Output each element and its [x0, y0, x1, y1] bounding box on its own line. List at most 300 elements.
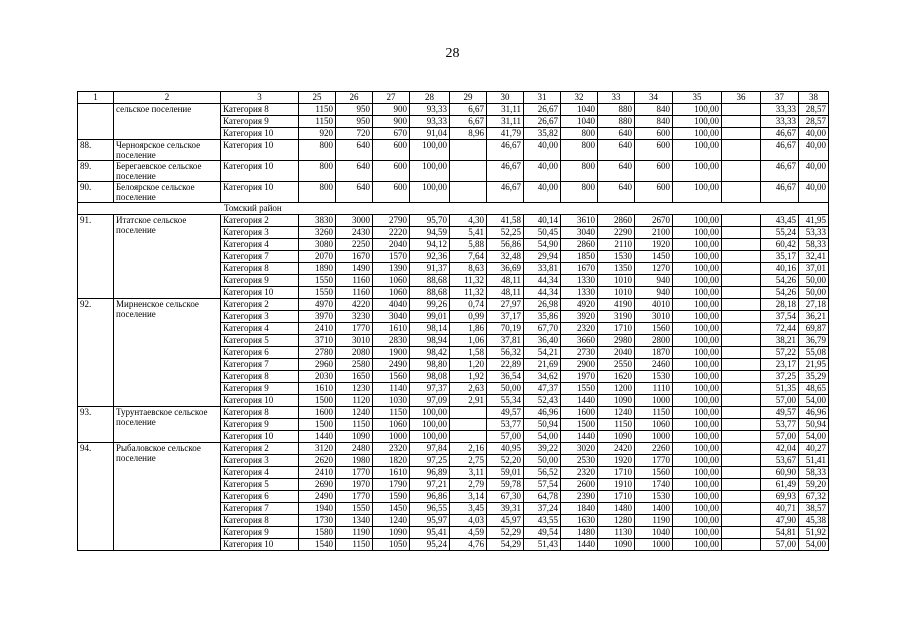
value-cell: 40,27 [799, 443, 829, 455]
value-cell: 100,00 [673, 323, 722, 335]
value-cell: 35,17 [761, 251, 799, 263]
value-cell: 1500 [299, 419, 336, 431]
value-cell: 46,67 [761, 182, 799, 203]
value-cell: 1710 [598, 491, 635, 503]
value-cell: 1870 [635, 347, 673, 359]
value-cell: 44,34 [524, 275, 561, 287]
value-cell: 28,18 [761, 299, 799, 311]
value-cell: 1040 [561, 116, 598, 128]
value-cell: 54,00 [799, 395, 829, 407]
category-cell: Категория 9 [221, 275, 299, 287]
value-cell: 100,00 [673, 479, 722, 491]
settlement-number [78, 104, 114, 140]
value-cell: 640 [336, 161, 373, 182]
column-number-cell: 35 [673, 92, 722, 104]
value-cell: 1530 [635, 491, 673, 503]
value-cell: 1670 [561, 263, 598, 275]
value-cell: 1240 [336, 407, 373, 419]
value-cell: 29,94 [524, 251, 561, 263]
value-cell: 640 [598, 182, 635, 203]
value-cell: 1590 [373, 491, 410, 503]
value-cell: 45,38 [799, 515, 829, 527]
value-cell: 2980 [598, 335, 635, 347]
value-cell: 50,00 [524, 455, 561, 467]
value-cell: 91,04 [410, 128, 450, 140]
value-cell: 1560 [635, 467, 673, 479]
value-cell: 800 [561, 128, 598, 140]
value-cell: 67,30 [487, 491, 524, 503]
value-cell: 1740 [635, 479, 673, 491]
value-cell: 37,81 [487, 335, 524, 347]
value-cell: 1240 [373, 515, 410, 527]
value-cell: 3000 [336, 215, 373, 227]
value-cell [722, 371, 761, 383]
value-cell: 1140 [373, 383, 410, 395]
value-cell: 1970 [561, 371, 598, 383]
value-cell [722, 359, 761, 371]
value-cell [722, 395, 761, 407]
value-cell: 100,00 [673, 275, 722, 287]
value-cell: 1620 [598, 371, 635, 383]
value-cell: 1050 [373, 539, 410, 551]
value-cell: 100,00 [673, 419, 722, 431]
value-cell: 4,03 [450, 515, 487, 527]
table-row [78, 161, 829, 182]
value-cell: 42,04 [761, 443, 799, 455]
value-cell: 2390 [561, 491, 598, 503]
value-cell: 98,08 [410, 371, 450, 383]
value-cell: 1010 [598, 275, 635, 287]
value-cell: 54,21 [524, 347, 561, 359]
value-cell: 1710 [598, 323, 635, 335]
value-cell: 1,06 [450, 335, 487, 347]
value-cell [722, 251, 761, 263]
value-cell: 50,00 [799, 275, 829, 287]
value-cell: 1090 [373, 527, 410, 539]
category-cell: Категория 2 [221, 299, 299, 311]
value-cell: 100,00 [673, 335, 722, 347]
value-cell: 94,12 [410, 239, 450, 251]
settlement-number: 92. [78, 299, 114, 407]
value-cell: 2410 [299, 323, 336, 335]
value-cell [722, 182, 761, 203]
value-cell: 940 [635, 287, 673, 299]
value-cell [722, 539, 761, 551]
category-cell: Категория 8 [221, 515, 299, 527]
value-cell: 96,55 [410, 503, 450, 515]
value-cell: 1450 [373, 503, 410, 515]
category-cell: Категория 9 [221, 383, 299, 395]
value-cell: 4010 [635, 299, 673, 311]
value-cell [722, 455, 761, 467]
value-cell: 1910 [598, 479, 635, 491]
value-cell [722, 383, 761, 395]
value-cell: 1770 [635, 455, 673, 467]
value-cell: 3,14 [450, 491, 487, 503]
value-cell: 72,44 [761, 323, 799, 335]
category-cell: Категория 10 [221, 395, 299, 407]
value-cell: 46,67 [487, 161, 524, 182]
value-cell: 2490 [373, 359, 410, 371]
category-cell: Категория 9 [221, 116, 299, 128]
value-cell: 32,41 [799, 251, 829, 263]
category-cell: Категория 8 [221, 407, 299, 419]
value-cell: 1550 [561, 383, 598, 395]
category-cell: Категория 10 [221, 128, 299, 140]
value-cell: 54,00 [799, 539, 829, 551]
value-cell: 95,70 [410, 215, 450, 227]
column-number-cell: 36 [722, 92, 761, 104]
category-cell: Категория 2 [221, 215, 299, 227]
region-row [78, 203, 829, 215]
value-cell: 1400 [635, 503, 673, 515]
value-cell: 38,21 [761, 335, 799, 347]
value-cell: 2690 [299, 479, 336, 491]
value-cell [722, 104, 761, 116]
value-cell: 600 [635, 161, 673, 182]
value-cell [722, 527, 761, 539]
value-cell: 67,70 [524, 323, 561, 335]
value-cell: 54,81 [761, 527, 799, 539]
value-cell: 92,36 [410, 251, 450, 263]
value-cell: 36,79 [799, 335, 829, 347]
category-cell: Категория 2 [221, 443, 299, 455]
value-cell: 1150 [299, 104, 336, 116]
value-cell [722, 215, 761, 227]
value-cell: 21,95 [799, 359, 829, 371]
column-number-cell: 2 [114, 92, 221, 104]
value-cell: 2430 [336, 227, 373, 239]
value-cell: 2830 [373, 335, 410, 347]
value-cell: 45,97 [487, 515, 524, 527]
value-cell: 100,00 [673, 395, 722, 407]
table-row [78, 215, 829, 227]
value-cell: 98,94 [410, 335, 450, 347]
table-row [78, 104, 829, 116]
column-number-cell: 3 [221, 92, 299, 104]
category-cell: Категория 10 [221, 539, 299, 551]
value-cell: 6,67 [450, 104, 487, 116]
value-cell: 51,41 [799, 455, 829, 467]
value-cell: 1150 [635, 407, 673, 419]
value-cell: 100,00 [673, 347, 722, 359]
value-cell: 600 [635, 182, 673, 203]
value-cell: 69,87 [799, 323, 829, 335]
value-cell: 2320 [373, 443, 410, 455]
value-cell: 2900 [561, 359, 598, 371]
settlement-name: сельское поселение [114, 104, 221, 140]
value-cell: 39,22 [524, 443, 561, 455]
value-cell: 35,86 [524, 311, 561, 323]
value-cell: 3080 [299, 239, 336, 251]
value-cell: 21,69 [524, 359, 561, 371]
value-cell: 8,96 [450, 128, 487, 140]
value-cell: 100,00 [673, 104, 722, 116]
value-cell: 56,52 [524, 467, 561, 479]
value-cell: 40,00 [524, 182, 561, 203]
value-cell: 2040 [598, 347, 635, 359]
value-cell: 2220 [373, 227, 410, 239]
category-cell: Категория 10 [221, 140, 299, 161]
value-cell: 88,68 [410, 287, 450, 299]
value-cell: 59,78 [487, 479, 524, 491]
value-cell: 1330 [561, 287, 598, 299]
value-cell: 100,00 [410, 182, 450, 203]
value-cell [722, 479, 761, 491]
value-cell: 55,34 [487, 395, 524, 407]
value-cell: 1440 [561, 395, 598, 407]
value-cell: 900 [373, 116, 410, 128]
value-cell [722, 467, 761, 479]
value-cell: 2460 [635, 359, 673, 371]
value-cell: 2790 [373, 215, 410, 227]
value-cell: 1000 [635, 431, 673, 443]
value-cell: 1,92 [450, 371, 487, 383]
value-cell: 1770 [336, 467, 373, 479]
value-cell: 53,77 [761, 419, 799, 431]
column-number-cell: 32 [561, 92, 598, 104]
value-cell: 1850 [561, 251, 598, 263]
value-cell: 2110 [598, 239, 635, 251]
value-cell: 2320 [561, 323, 598, 335]
value-cell: 94,59 [410, 227, 450, 239]
value-cell: 97,09 [410, 395, 450, 407]
value-cell: 800 [299, 161, 336, 182]
value-cell: 98,80 [410, 359, 450, 371]
value-cell: 34,62 [524, 371, 561, 383]
value-cell [722, 311, 761, 323]
value-cell: 2580 [336, 359, 373, 371]
value-cell: 47,90 [761, 515, 799, 527]
value-cell: 36,40 [524, 335, 561, 347]
settlement-name: Рыбаловское сельское поселение [114, 443, 221, 551]
value-cell: 0,74 [450, 299, 487, 311]
category-cell: Категория 10 [221, 161, 299, 182]
category-cell: Категория 4 [221, 467, 299, 479]
category-cell: Категория 8 [221, 371, 299, 383]
value-cell: 48,11 [487, 287, 524, 299]
value-cell: 23,17 [761, 359, 799, 371]
value-cell: 1090 [598, 431, 635, 443]
category-cell: Категория 8 [221, 263, 299, 275]
column-number-cell: 33 [598, 92, 635, 104]
value-cell [722, 407, 761, 419]
value-cell: 1160 [336, 287, 373, 299]
category-cell: Категория 9 [221, 527, 299, 539]
value-cell [722, 116, 761, 128]
value-cell: 40,00 [799, 182, 829, 203]
value-cell [722, 275, 761, 287]
value-cell: 53,33 [799, 227, 829, 239]
value-cell [450, 407, 487, 419]
value-cell: 3010 [635, 311, 673, 323]
value-cell: 57,00 [761, 395, 799, 407]
value-cell: 3040 [561, 227, 598, 239]
value-cell: 900 [373, 104, 410, 116]
value-cell [722, 227, 761, 239]
value-cell: 96,89 [410, 467, 450, 479]
value-cell [722, 287, 761, 299]
value-cell: 1390 [373, 263, 410, 275]
value-cell: 1550 [336, 503, 373, 515]
value-cell: 3660 [561, 335, 598, 347]
value-cell: 35,29 [799, 371, 829, 383]
value-cell: 99,26 [410, 299, 450, 311]
value-cell: 2730 [561, 347, 598, 359]
value-cell [722, 431, 761, 443]
value-cell: 46,67 [761, 128, 799, 140]
value-cell: 46,67 [487, 182, 524, 203]
value-cell: 1090 [598, 395, 635, 407]
value-cell: 600 [373, 161, 410, 182]
value-cell: 1330 [561, 275, 598, 287]
value-cell: 1060 [373, 275, 410, 287]
value-cell: 97,25 [410, 455, 450, 467]
table-row [78, 407, 829, 419]
value-cell: 67,32 [799, 491, 829, 503]
value-cell: 1190 [336, 527, 373, 539]
value-cell: 2040 [373, 239, 410, 251]
value-cell: 55,24 [761, 227, 799, 239]
value-cell: 51,35 [761, 383, 799, 395]
value-cell: 54,90 [524, 239, 561, 251]
value-cell: 40,16 [761, 263, 799, 275]
value-cell: 38,57 [799, 503, 829, 515]
value-cell: 100,00 [673, 263, 722, 275]
value-cell: 33,33 [761, 104, 799, 116]
value-cell: 3260 [299, 227, 336, 239]
value-cell: 1440 [561, 539, 598, 551]
value-cell [722, 140, 761, 161]
value-cell: 3230 [336, 311, 373, 323]
value-cell: 2860 [561, 239, 598, 251]
settlement-name: Берегаевское сельское поселение [114, 161, 221, 182]
value-cell: 54,00 [524, 431, 561, 443]
value-cell: 99,01 [410, 311, 450, 323]
value-cell [722, 335, 761, 347]
column-number-cell: 38 [799, 92, 829, 104]
value-cell: 1150 [299, 116, 336, 128]
value-cell: 3040 [373, 311, 410, 323]
value-cell: 3710 [299, 335, 336, 347]
value-cell: 33,33 [761, 116, 799, 128]
category-cell: Категория 4 [221, 323, 299, 335]
value-cell: 800 [561, 140, 598, 161]
value-cell: 33,81 [524, 263, 561, 275]
value-cell: 2,79 [450, 479, 487, 491]
value-cell: 54,29 [487, 539, 524, 551]
value-cell: 4190 [598, 299, 635, 311]
value-cell: 58,33 [799, 239, 829, 251]
value-cell: 97,84 [410, 443, 450, 455]
value-cell [722, 161, 761, 182]
value-cell: 52,20 [487, 455, 524, 467]
value-cell [450, 431, 487, 443]
value-cell: 40,71 [761, 503, 799, 515]
value-cell: 640 [598, 128, 635, 140]
value-cell: 31,11 [487, 116, 524, 128]
value-cell: 36,69 [487, 263, 524, 275]
value-cell: 37,17 [487, 311, 524, 323]
value-cell: 27,97 [487, 299, 524, 311]
value-cell: 27,18 [799, 299, 829, 311]
value-cell: 920 [299, 128, 336, 140]
value-cell: 57,00 [487, 431, 524, 443]
value-cell: 720 [336, 128, 373, 140]
value-cell: 46,67 [761, 161, 799, 182]
value-cell: 2,63 [450, 383, 487, 395]
value-cell [722, 239, 761, 251]
value-cell: 1500 [299, 395, 336, 407]
value-cell [722, 347, 761, 359]
value-cell [722, 503, 761, 515]
value-cell: 2410 [299, 467, 336, 479]
value-cell: 1630 [561, 515, 598, 527]
value-cell: 46,67 [487, 140, 524, 161]
column-number-cell: 27 [373, 92, 410, 104]
value-cell: 28,57 [799, 104, 829, 116]
value-cell: 3,45 [450, 503, 487, 515]
value-cell: 1600 [561, 407, 598, 419]
value-cell: 2100 [635, 227, 673, 239]
value-cell [722, 323, 761, 335]
table-row [78, 182, 829, 203]
value-cell: 1530 [635, 371, 673, 383]
value-cell: 1000 [373, 431, 410, 443]
value-cell: 800 [299, 140, 336, 161]
value-cell [722, 263, 761, 275]
value-cell: 3020 [561, 443, 598, 455]
category-cell: Категория 10 [221, 287, 299, 299]
value-cell: 46,67 [761, 140, 799, 161]
value-cell: 1970 [336, 479, 373, 491]
value-cell: 2860 [598, 215, 635, 227]
category-cell: Категория 7 [221, 503, 299, 515]
value-cell: 1450 [635, 251, 673, 263]
value-cell: 37,24 [524, 503, 561, 515]
value-cell: 1010 [598, 287, 635, 299]
value-cell: 43,45 [761, 215, 799, 227]
value-cell: 1730 [299, 515, 336, 527]
value-cell: 670 [373, 128, 410, 140]
value-cell [722, 299, 761, 311]
value-cell: 2550 [598, 359, 635, 371]
value-cell: 100,00 [410, 407, 450, 419]
value-cell: 49,57 [761, 407, 799, 419]
value-cell: 840 [635, 104, 673, 116]
value-cell: 50,45 [524, 227, 561, 239]
value-cell: 3,11 [450, 467, 487, 479]
value-cell: 40,00 [524, 140, 561, 161]
table-row [78, 140, 829, 161]
value-cell: 100,00 [673, 515, 722, 527]
value-cell: 880 [598, 104, 635, 116]
value-cell: 98,14 [410, 323, 450, 335]
value-cell: 54,00 [799, 431, 829, 443]
value-cell: 50,00 [487, 383, 524, 395]
settlement-number: 93. [78, 407, 114, 443]
value-cell: 36,54 [487, 371, 524, 383]
value-cell: 2290 [598, 227, 635, 239]
column-number-cell: 25 [299, 92, 336, 104]
value-cell: 1770 [336, 323, 373, 335]
value-cell: 800 [561, 161, 598, 182]
value-cell: 100,00 [673, 539, 722, 551]
value-cell: 50,94 [799, 419, 829, 431]
value-cell: 54,26 [761, 287, 799, 299]
value-cell: 1160 [336, 275, 373, 287]
value-cell: 53,67 [761, 455, 799, 467]
